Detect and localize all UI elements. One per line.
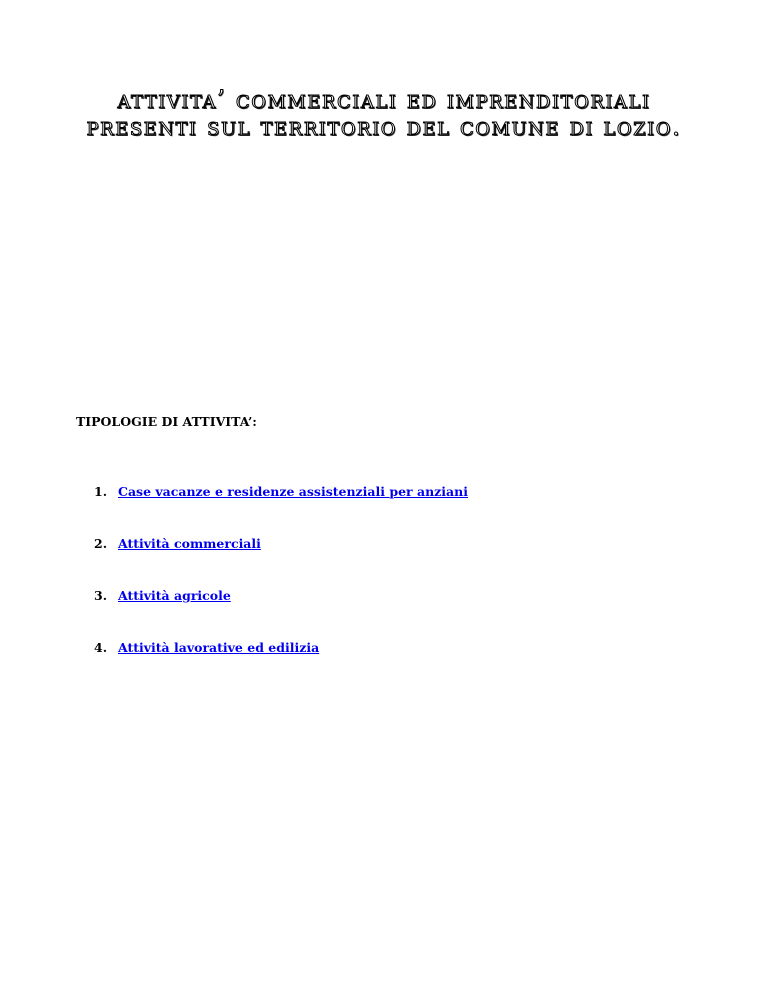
list-item — [94, 536, 468, 588]
section-heading: TIPOLOGIE DI ATTIVITA’: — [76, 414, 257, 429]
link-attivita-commerciali[interactable]: Attività commerciali — [118, 536, 261, 551]
link-case-vacanze[interactable]: Case vacanze e residenze assistenziali per anziani — [118, 484, 468, 499]
list-item-number: 3. — [94, 588, 108, 603]
list-item-number: 1. — [94, 484, 108, 499]
list-item — [94, 588, 468, 640]
list-item-number: 4. — [94, 640, 108, 655]
link-attivita-lavorative[interactable]: Attività lavorative ed edilizia — [118, 640, 320, 655]
document-title: attivita’ commerciali ed imprenditoriali presenti sul territorio del comune di lozio. — [86, 85, 682, 141]
link-attivita-agricole[interactable]: Attività agricole — [118, 588, 231, 603]
list-item — [94, 640, 468, 692]
activity-type-list — [94, 484, 468, 692]
list-item-number: 2. — [94, 536, 108, 551]
list-item — [94, 484, 468, 536]
